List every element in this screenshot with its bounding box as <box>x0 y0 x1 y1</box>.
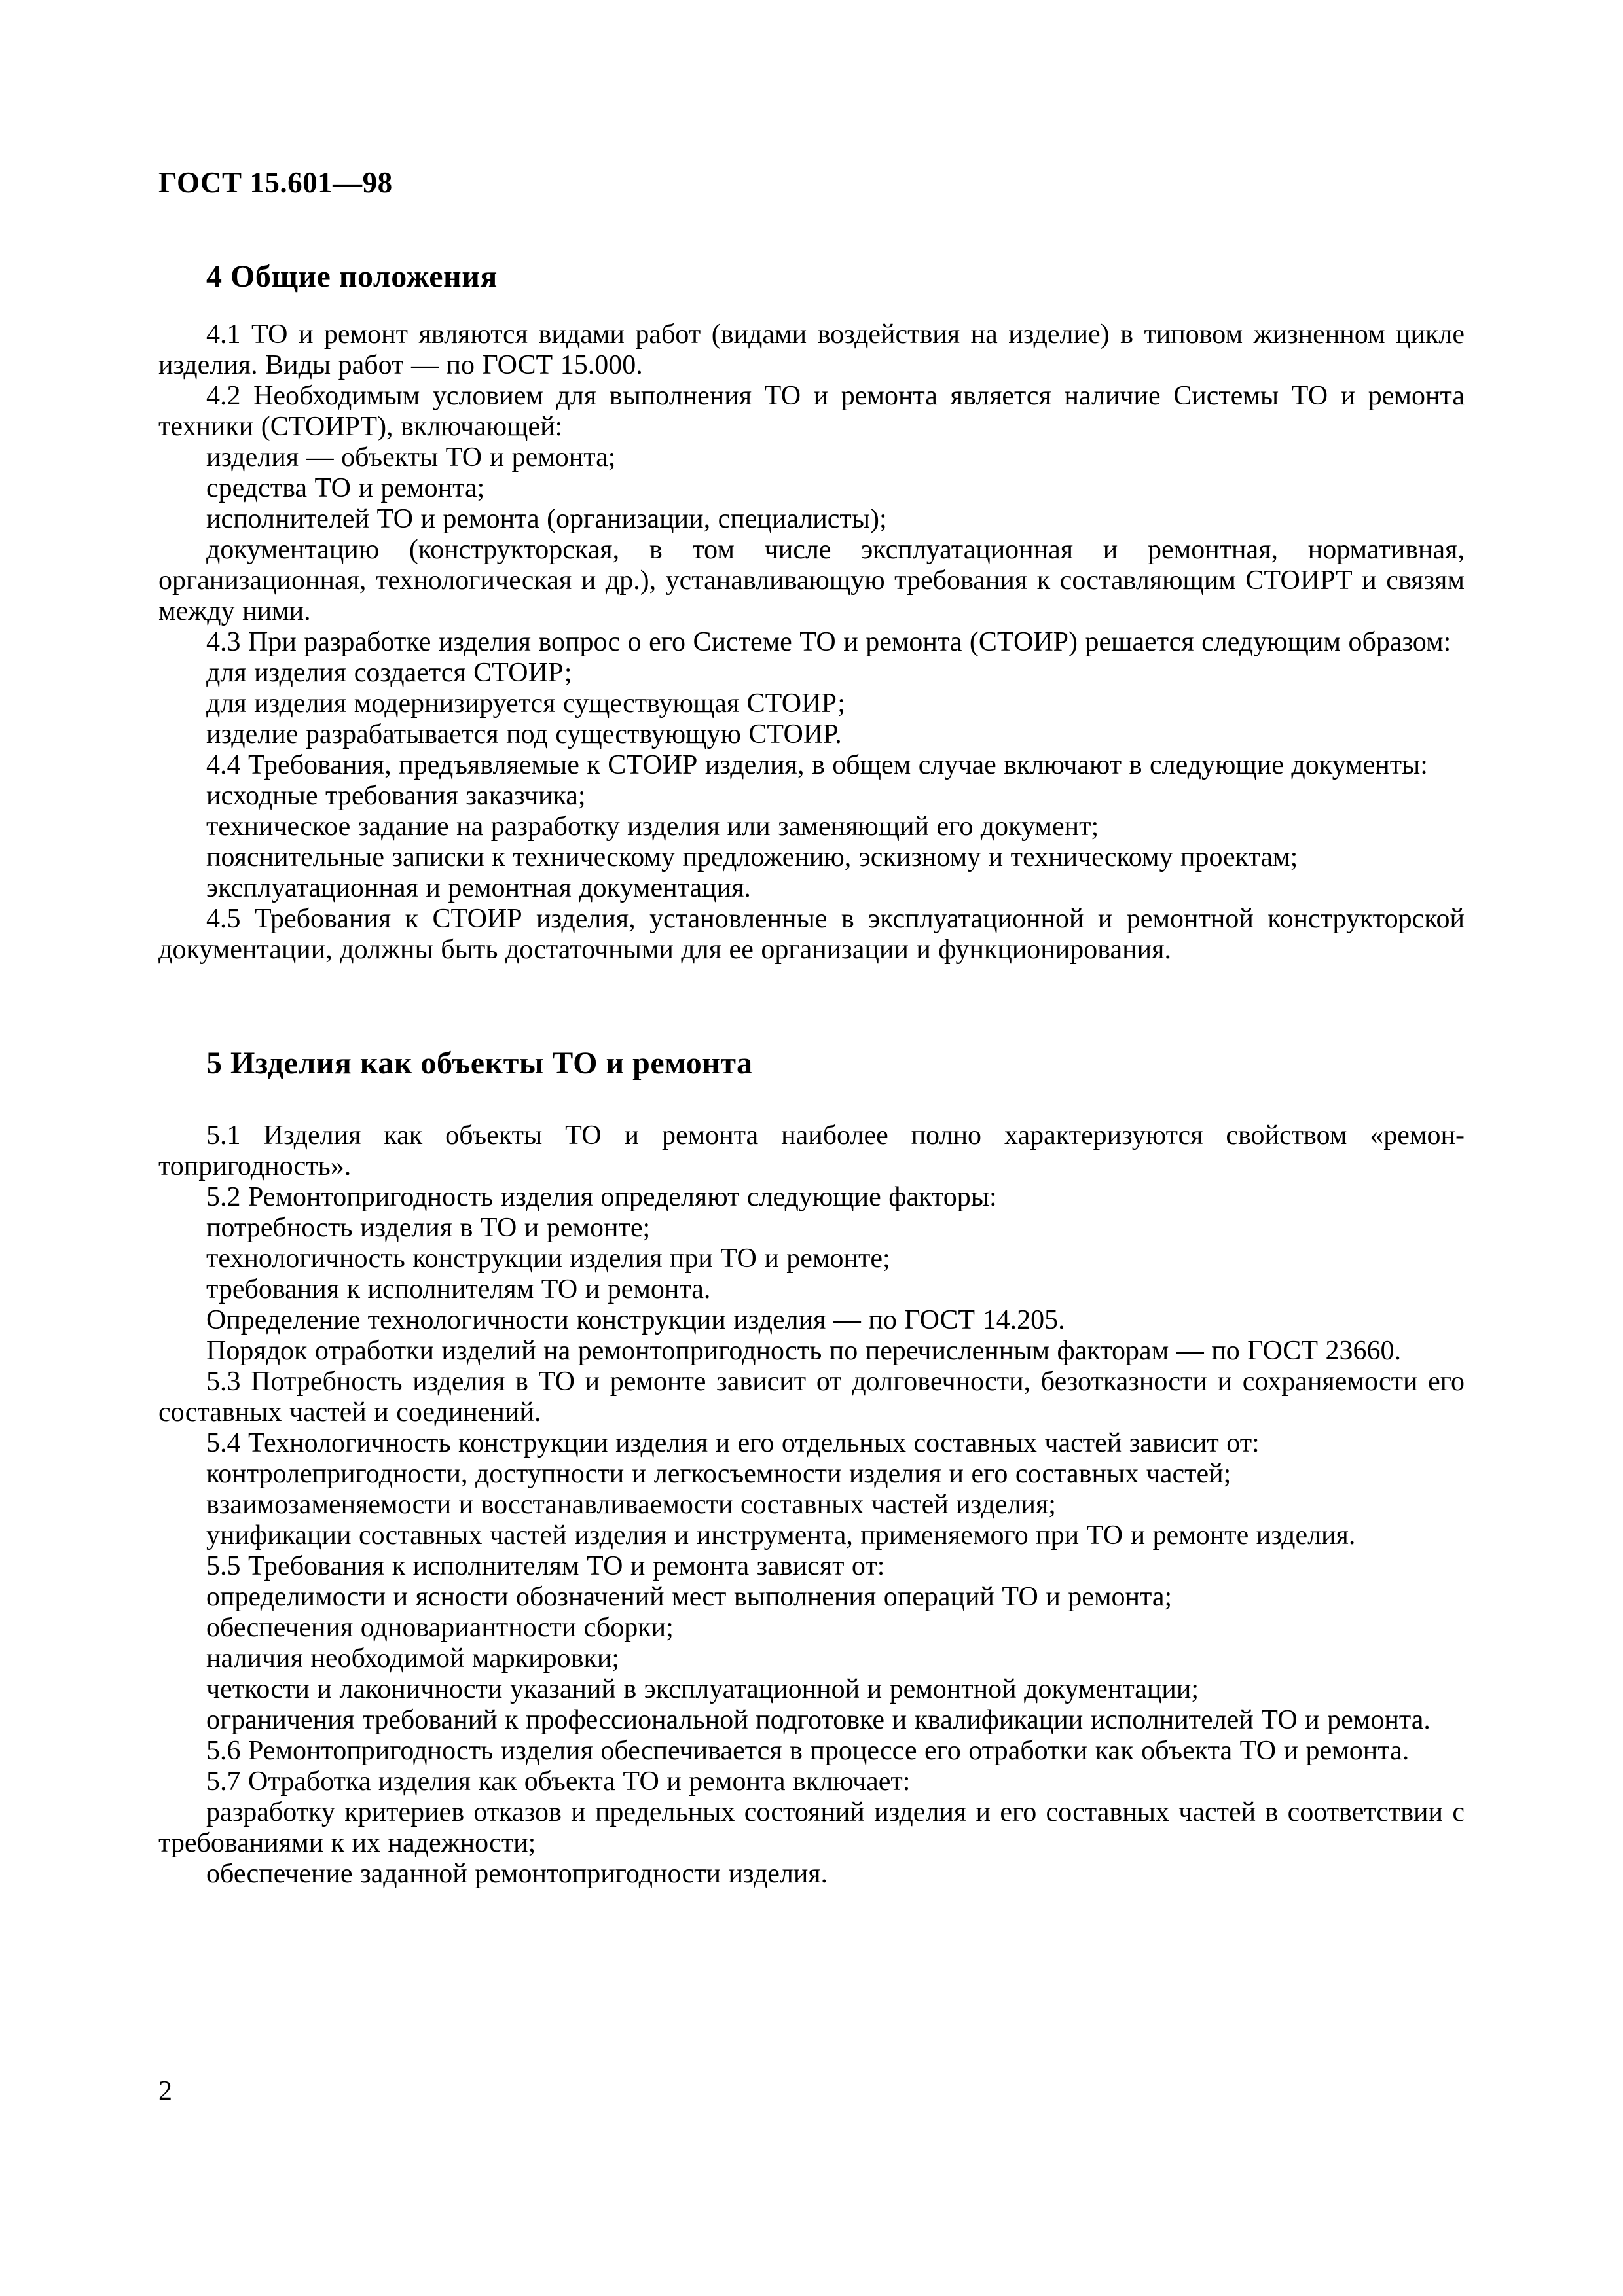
paragraph: 4.4 Требования, предъявляемые к СТОИР изделия, в общем случае включают в следующие документы: <box>206 749 1428 780</box>
paragraph: документацию (конструкторская, в том числе эксплуатационная и ремонтная, нормативная, организационная, технологическая и др.), устанавливающую требования к составляющим СТОИРТ и связям между ними. <box>158 534 1465 626</box>
paragraph: 5.5 Требования к исполнителям ТО и ремонта зависят от: <box>206 1551 885 1581</box>
document-body <box>158 259 1465 1890</box>
paragraph: 4.5 Требования к СТОИР изделия, установленные в эксплуатационной и ремонтной конструкторской документации, должны быть достаточными для ее организации и функционирования. <box>158 903 1465 965</box>
paragraph: для изделия модернизируется существующая СТОИР; <box>206 688 846 719</box>
document-code: ГОСТ 15.601—98 <box>158 166 393 199</box>
paragraph: техническое задание на разработку изделия или заменяющий его документ; <box>206 811 1099 842</box>
paragraph: 4.1 ТО и ремонт являются видами работ (видами воздействия на изделие) в типовом жизненном цикле изделия. Виды работ — по ГОСТ 15.000. <box>158 319 1465 380</box>
paragraph: Порядок отработки изделий на ремонтопригодность по перечисленным факторам — по ГОСТ 23660. <box>206 1335 1401 1366</box>
paragraph: четкости и лаконичности указаний в эксплуатационной и ремонтной документации; <box>206 1674 1199 1704</box>
paragraph: наличия необходимой маркировки; <box>206 1643 620 1674</box>
paragraph: 4.3 При разработке изделия вопрос о его Системе ТО и ремонта (СТОИР) решается следующим образом: <box>206 626 1451 657</box>
paragraph: обеспечение заданной ремонтопригодности изделия. <box>206 1858 828 1889</box>
document-section <box>158 1045 1465 1890</box>
paragraph: для изделия создается СТОИР; <box>206 657 572 688</box>
paragraph: 5.7 Отработка изделия как объекта ТО и ремонта включает: <box>206 1766 911 1797</box>
paragraph: взаимозаменяемости и восстанавливаемости составных частей изделия; <box>206 1489 1056 1520</box>
paragraph: 5.2 Ремонтопригодность изделия определяют следующие факторы: <box>206 1181 997 1212</box>
paragraph: обеспечения одновариантности сборки; <box>206 1612 674 1643</box>
paragraph: унификации составных частей изделия и инструмента, применяемого при ТО и ремонте изделия. <box>206 1520 1356 1551</box>
paragraph: изделие разрабатывается под существующую СТОИР. <box>206 719 842 749</box>
paragraph: разработку критериев отказов и предельных состояний изделия и его составных частей в соответствии с требованиями к их надежности; <box>158 1797 1465 1858</box>
paragraph: потребность изделия в ТО и ремонте; <box>206 1212 651 1243</box>
paragraph: исполнителей ТО и ремонта (организации, специалисты); <box>206 503 887 534</box>
paragraph: Определение технологичности конструкции изделия — по ГОСТ 14.205. <box>206 1304 1065 1335</box>
paragraph: ограничения требований к профессиональной подготовке и квалификации исполнителей ТО и ремонта. <box>206 1704 1431 1735</box>
paragraph: исходные требования заказчика; <box>206 780 586 811</box>
paragraph: 4.2 Необходимым условием для выполнения ТО и ремонта является наличие Системы ТО и ремонта техники (СТОИРТ), включающей: <box>158 380 1465 442</box>
section-heading: 4 Общие положения <box>206 259 498 294</box>
paragraph: 5.6 Ремонтопригодность изделия обеспечивается в процессе его отработки как объекта ТО и ремонта. <box>206 1735 1410 1766</box>
paragraph: пояснительные записки к техническому предложению, эскизному и техническому проектам; <box>206 842 1298 872</box>
paragraph: 5.4 Технологичность конструкции изделия и его отдельных составных частей зависит от: <box>206 1427 1260 1458</box>
paragraph: требования к исполнителям ТО и ремонта. <box>206 1274 711 1304</box>
paragraph: определимости и ясности обозначений мест выполнения операций ТО и ремонта; <box>206 1581 1173 1612</box>
section-heading: 5 Изделия как объекты ТО и ремонта <box>206 1045 753 1081</box>
paragraph: 5.1 Изделия как объекты ТО и ремонта наиболее полно характеризуются свойством «ремонтопригодность». <box>158 1120 1465 1181</box>
page-number: 2 <box>158 2075 172 2106</box>
paragraph: технологичность конструкции изделия при ТО и ремонте; <box>206 1243 890 1274</box>
paragraph: 5.3 Потребность изделия в ТО и ремонте зависит от долговечности, безотказности и сохраняемости его составных частей и соединений. <box>158 1366 1465 1427</box>
paragraph: эксплуатационная и ремонтная документация. <box>206 872 751 903</box>
paragraph: средства ТО и ремонта; <box>206 473 485 503</box>
paragraph: контролепригодности, доступности и легкосъемности изделия и его составных частей; <box>206 1458 1231 1489</box>
document-section <box>158 259 1465 965</box>
paragraph: изделия — объекты ТО и ремонта; <box>206 442 616 473</box>
